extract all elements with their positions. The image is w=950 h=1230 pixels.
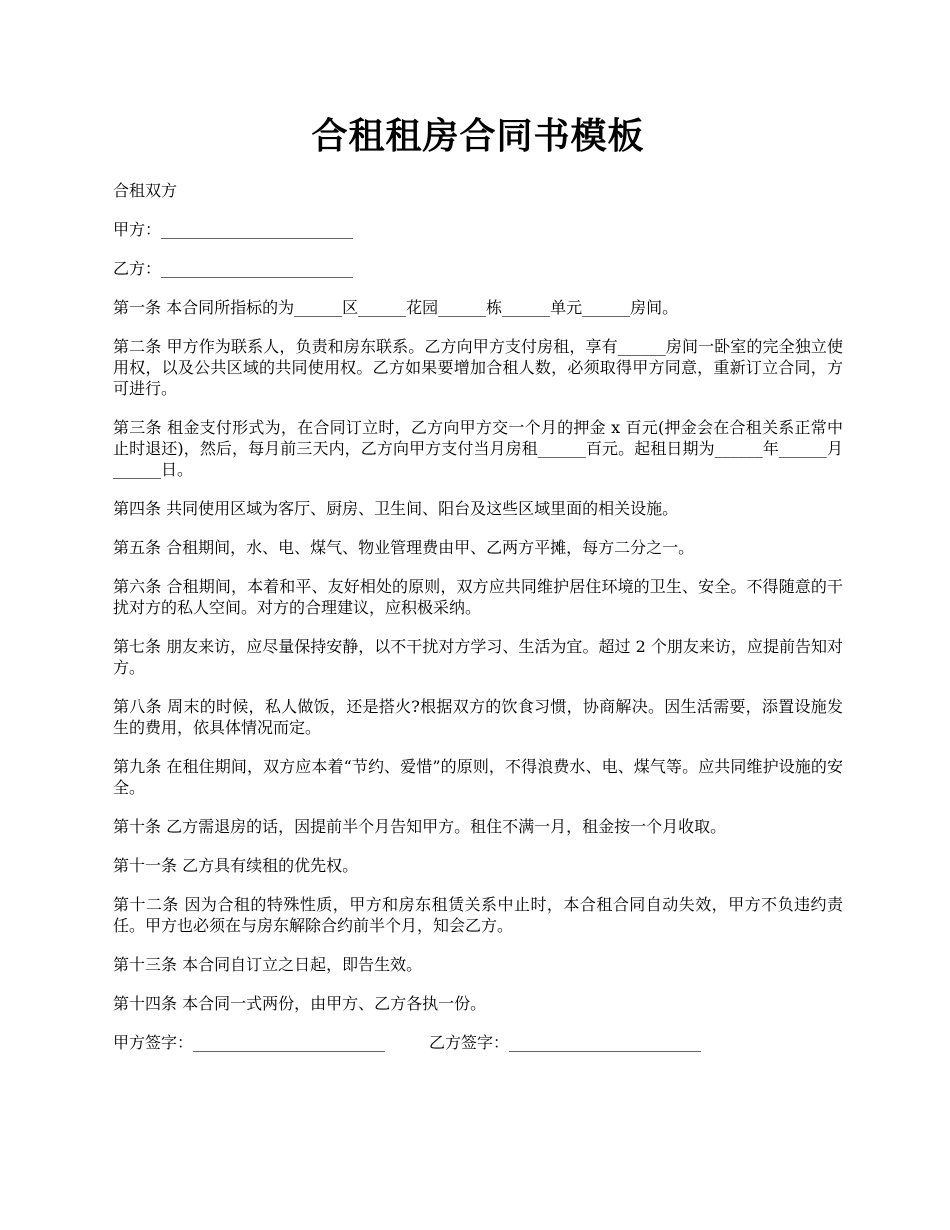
clause-14: 第十四条 本合同一式两份，由甲方、乙方各执一份。 — [113, 994, 487, 1013]
clause-12: 第十二条 因为合租的特殊性质，甲方和房东租赁关系中止时，本合租合同自动失效，甲方不负违约责任。甲方也必须在与房东解除合约前半个月，知会乙方。 — [113, 895, 843, 935]
clause-3: 第三条 租金支付形式为，在合同订立时，乙方向甲方交一个月的押金 x 百元(押金会在合租关系正常中止时退还)，然后，每月前三天内，乙方向甲方支付当月房租______百元。起租日期为______年______月______日。 — [113, 418, 843, 479]
clause-5: 第五条 合租期间，水、电、煤气、物业管理费由甲、乙两方平摊，每方二分之一。 — [113, 538, 695, 557]
document-body — [113, 180, 843, 1053]
clause-13: 第十三条 本合同自订立之日起，即告生效。 — [113, 955, 423, 974]
clause-6: 第六条 合租期间，本着和平、友好相处的原则，双方应共同维护居住环境的卫生、安全。不得随意的干扰对方的私人空间。对方的合理建议，应积极采纳。 — [113, 577, 843, 617]
clause-8: 第八条 周末的时候，私人做饭，还是搭火?根据双方的饮食习惯，协商解决。因生活需要，添置设施发生的费用，依具体情况而定。 — [113, 697, 843, 737]
clause-4: 第四条 共同使用区域为客厅、厨房、卫生间、阳台及这些区域里面的相关设施。 — [113, 499, 679, 518]
clause-2: 第二条 甲方作为联系人，负责和房东联系。乙方向甲方支付房租，享有______房间一卧室的完全独立使用权，以及公共区域的共同使用权。乙方如果要增加合租人数，必须取得甲方同意，重新订立合同，方可进行。 — [113, 337, 843, 398]
party-a-signature: 甲方签字：________________________ — [113, 1033, 386, 1052]
paragraph-party-b: 乙方：________________________ — [113, 259, 354, 278]
clause-1: 第一条 本合同所指标的为______区______花园______栋______单元______房间。 — [113, 298, 679, 317]
document-title: 合租租房合同书模板 — [311, 115, 645, 157]
clause-11: 第十一条 乙方具有续租的优先权。 — [113, 856, 359, 875]
clause-10: 第十条 乙方需退房的话，因提前半个月告知甲方。租住不满一月，租金按一个月收取。 — [113, 817, 727, 836]
party-b-signature: 乙方签字：________________________ — [429, 1033, 702, 1052]
signature-row — [113, 1032, 843, 1053]
paragraph-parties-heading: 合租双方 — [113, 181, 178, 200]
clause-7: 第七条 朋友来访，应尽量保持安静，以不干扰对方学习、生活为宜。超过 2 个朋友来访，应提前告知对方。 — [113, 637, 843, 677]
paragraph-party-a: 甲方：________________________ — [113, 220, 354, 239]
clause-9: 第九条 在租住期间，双方应本着“节约、爱惜”的原则，不得浪费水、电、煤气等。应共同维护设施的安全。 — [113, 757, 843, 797]
